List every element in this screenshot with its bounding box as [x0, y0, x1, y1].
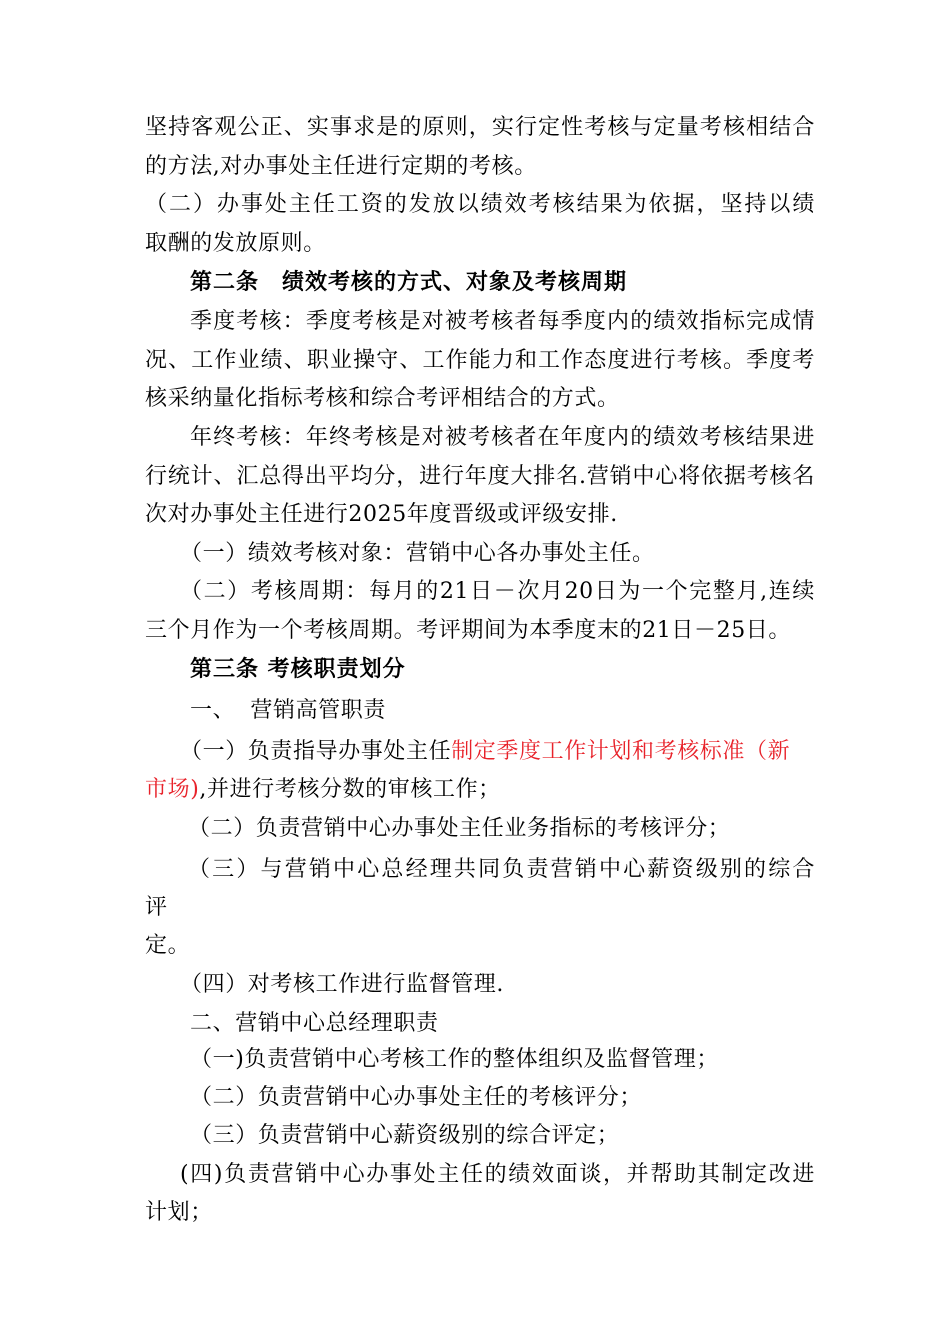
section-heading: 一、 营销高管职责 — [190, 698, 386, 723]
paragraph-line: 定。 — [145, 933, 191, 958]
paragraph-line: 的方法,对办事处主任进行定期的考核。 — [145, 154, 537, 179]
text-run: （一）负责指导办事处主任 — [180, 739, 452, 764]
paragraph-line: 坚持客观公正、实事求是的原则，实行定性考核与定量考核相结合 — [145, 115, 815, 140]
paragraph-line — [180, 737, 815, 767]
article-2-heading: 第二条 绩效考核的方式、对象及考核周期 — [190, 270, 628, 295]
paragraph-line — [145, 775, 815, 805]
paragraph-line: （一)负责营销中心考核工作的整体组织及监督管理； — [190, 1047, 719, 1072]
article-3-heading: 第三条 考核职责划分 — [190, 657, 406, 682]
paragraph-line: 评 — [145, 895, 168, 920]
paragraph-line: （一）绩效考核对象：营销中心各办事处主任。 — [180, 541, 655, 566]
paragraph-line: 行统计、汇总得出平均分，进行年度大排名.营销中心将依据考核名 — [145, 464, 815, 489]
section-heading: 二、营销中心总经理职责 — [190, 1011, 439, 1036]
paragraph-line: 核采纳量化指标考核和综合考评相结合的方式。 — [145, 386, 620, 411]
highlighted-text: 市场) — [145, 777, 200, 802]
paragraph-line: 年终考核：年终考核是对被考核者在年度内的绩效考核结果进 — [190, 425, 815, 450]
highlighted-text: 制定季度工作计划和考核标准（新 — [451, 739, 791, 764]
paragraph-line: （四）对考核工作进行监督管理. — [180, 972, 504, 997]
paragraph-line: （二）负责营销中心办事处主任的考核评分； — [190, 1085, 643, 1110]
paragraph-line: 取酬的发放原则。 — [145, 231, 326, 256]
paragraph-line: （二）考核周期：每月的21日－次月20日为一个完整月,连续 — [180, 579, 815, 604]
paragraph-line: 计划； — [145, 1200, 213, 1225]
paragraph-line: 况、工作业绩、职业操守、工作能力和工作态度进行考核。季度考 — [145, 348, 815, 373]
paragraph-line: （三）与营销中心总经理共同负责营销中心薪资级别的综合 — [188, 857, 815, 882]
paragraph-line: （三）负责营销中心薪资级别的综合评定； — [190, 1123, 620, 1148]
paragraph-line: 三个月作为一个考核周期。考评期间为本季度末的21日－25日。 — [145, 618, 791, 643]
text-run: ,并进行考核分数的审核工作； — [199, 777, 501, 802]
paragraph-line: 季度考核：季度考核是对被考核者每季度内的绩效指标完成情 — [190, 309, 815, 334]
paragraph-line: 次对办事处主任进行2025年度晋级或评级安排. — [145, 502, 618, 527]
paragraph-line: （二）办事处主任工资的发放以绩效考核结果为依据，坚持以绩 — [145, 192, 815, 217]
paragraph-line: （二）负责营销中心办事处主任业务指标的考核评分； — [188, 816, 731, 841]
paragraph-line: (四)负责营销中心办事处主任的绩效面谈，并帮助其制定改进 — [180, 1162, 815, 1187]
